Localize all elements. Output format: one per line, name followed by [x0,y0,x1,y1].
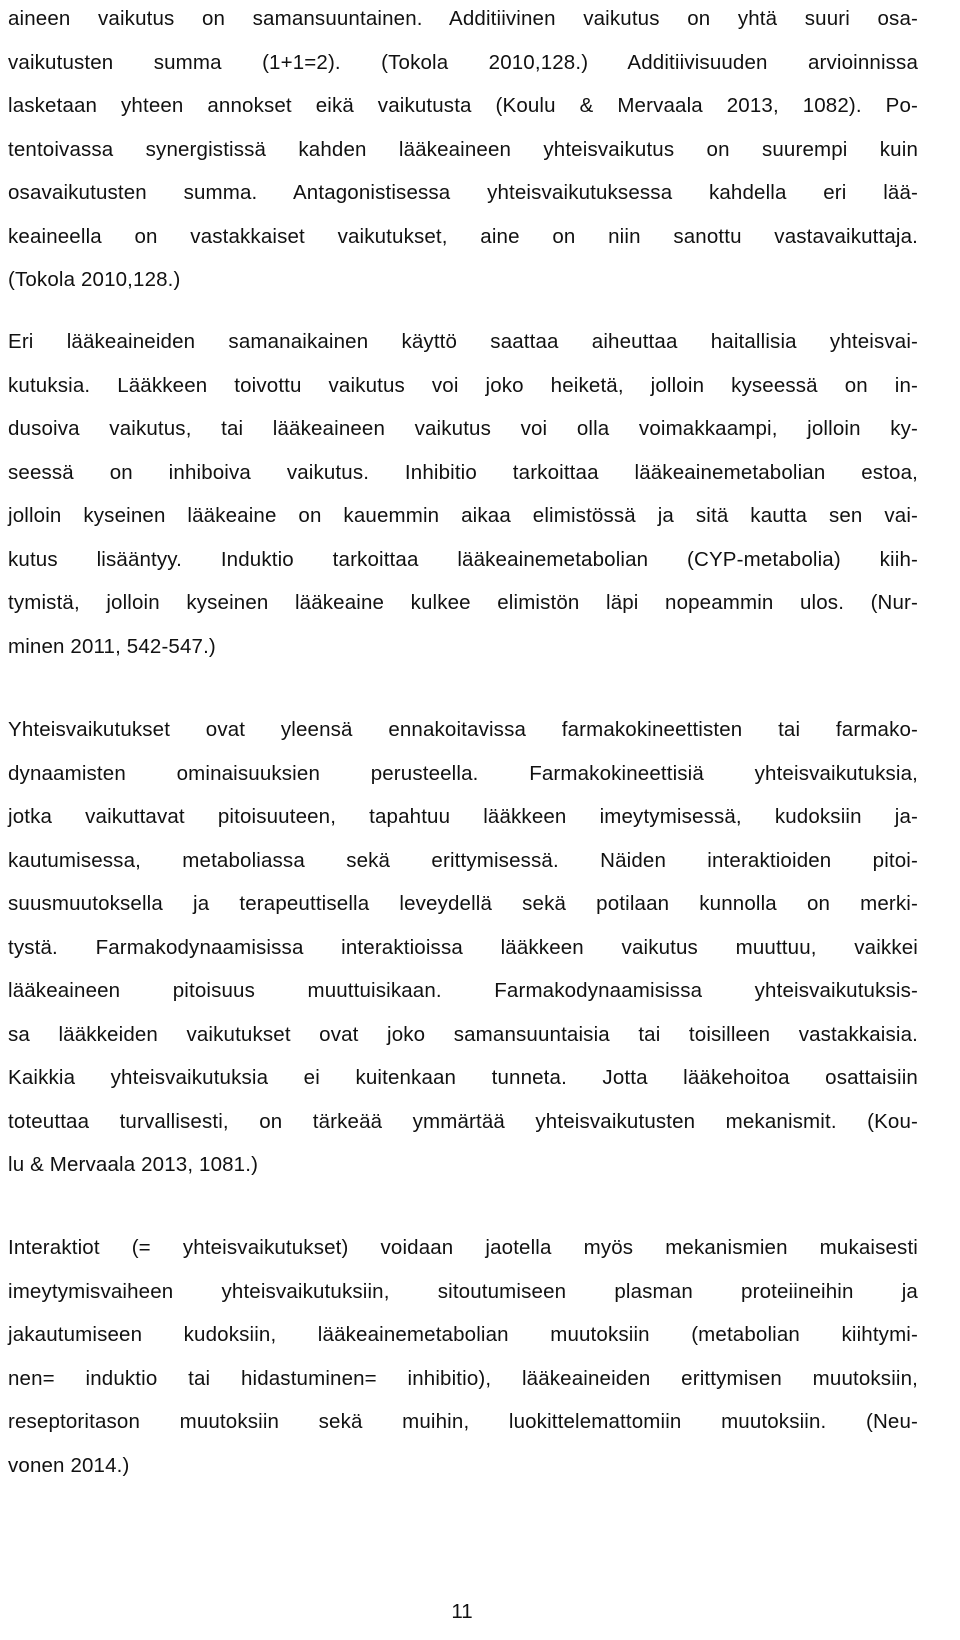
text-line: osavaikutusten summa. Antagonistisessa yhteisvaikutuksessa kahdella eri lää- [8,181,918,204]
text-line: aineen vaikutus on samansuuntainen. Additiivinen vaikutus on yhtä suuri osa- [8,7,918,30]
text-line: dynaamisten ominaisuuksien perusteella. Farmakokineettisiä yhteisvaikutuksia, [8,761,918,785]
text-line: lääkeaineen pitoisuus muuttuisikaan. Farmakodynaamisissa yhteisvaikutuksis- [8,979,918,1002]
text-line: kutuksia. Lääkkeen toivottu vaikutus voi joko heiketä, jolloin kyseessä on in- [8,373,918,397]
text-line: suusmuutoksella ja terapeuttisella leveydellä sekä potilaan kunnolla on merki- [8,892,918,915]
text-line: Interaktiot (= yhteisvaikutukset) voidaan jaotella myös mekanismien mukaisesti [8,1236,918,1259]
text-line: Yhteisvaikutukset ovat yleensä ennakoitavissa farmakokineettisten tai farmako- [8,718,918,741]
text-line: (Tokola 2010,128.) [8,268,181,291]
text-line: lu & Mervaala 2013, 1081.) [8,1153,259,1176]
text-line: vonen 2014.) [8,1453,130,1477]
text-line: jakautumiseen kudoksiin, lääkeainemetabolian muutoksiin (metabolian kiihtymi- [8,1323,918,1346]
text-line: tentoivassa synergistissä kahden lääkeaineen yhteisvaikutus on suurempi kuin [8,137,918,161]
text-line: jolloin kyseinen lääkeaine on kauemmin aikaa elimistössä ja sitä kautta sen vai- [8,504,918,527]
text-line: reseptoritason muutoksiin sekä muihin, luokittelemattomiin muutoksiin. (Neu- [8,1410,918,1433]
text-line: minen 2011, 542-547.) [8,634,216,658]
text-line: tymistä, jolloin kyseinen lääkeaine kulkee elimistön läpi nopeammin ulos. (Nur- [8,591,918,614]
paragraph-harmful-interactions [8,320,918,668]
text-line: imeytymisvaiheen yhteisvaikutuksiin, sitoutumiseen plasman proteiineihin ja [8,1279,918,1303]
text-line: kutus lisääntyy. Induktio tarkoittaa lääkeainemetabolian (CYP-metabolia) kiih- [8,547,918,571]
text-line: tystä. Farmakodynaamisissa interaktioissa lääkkeen vaikutus muuttuu, vaikkei [8,935,918,959]
text-line: Eri lääkeaineiden samanaikainen käyttö saattaa aiheuttaa haitallisia yhteisvai- [8,330,918,353]
text-line: Kaikkia yhteisvaikutuksia ei kuitenkaan tunneta. Jotta lääkehoitoa osattaisiin [8,1066,918,1089]
text-line: nen= induktio tai hidastuminen= inhibitio), lääkeaineiden erittymisen muutoksiin, [8,1366,918,1390]
paragraph-pharmacokinetics [8,708,918,1187]
text-line: keaineella on vastakkaiset vaikutukset, aine on niin sanottu vastavaikuttaja. [8,224,918,248]
text-line: kautumisessa, metaboliassa sekä erittymisessä. Näiden interaktioiden pitoi- [8,848,918,872]
page-number: 11 [451,1600,473,1623]
text-line: sa lääkkeiden vaikutukset ovat joko samansuuntaisia tai toisilleen vastakkaisia. [8,1022,918,1046]
text-line: toteuttaa turvallisesti, on tärkeää ymmärtää yhteisvaikutusten mekanismit. (Kou- [8,1109,918,1133]
paragraph-additive-synergy [8,0,918,302]
text-line: dusoiva vaikutus, tai lääkeaineen vaikutus voi olla voimakkaampi, jolloin ky- [8,417,918,440]
text-line: vaikutusten summa (1+1=2). (Tokola 2010,128.) Additiivisuuden arvioinnissa [8,50,918,74]
text-line: jotka vaikuttavat pitoisuuteen, tapahtuu lääkkeen imeytymisessä, kudoksiin ja- [8,805,918,828]
text-line: seessä on inhiboiva vaikutus. Inhibitio tarkoittaa lääkeainemetabolian estoa, [8,460,918,484]
text-line: lasketaan yhteen annokset eikä vaikutusta (Koulu & Mervaala 2013, 1082). Po- [8,94,918,117]
paragraph-interaction-mechanisms [8,1226,918,1487]
